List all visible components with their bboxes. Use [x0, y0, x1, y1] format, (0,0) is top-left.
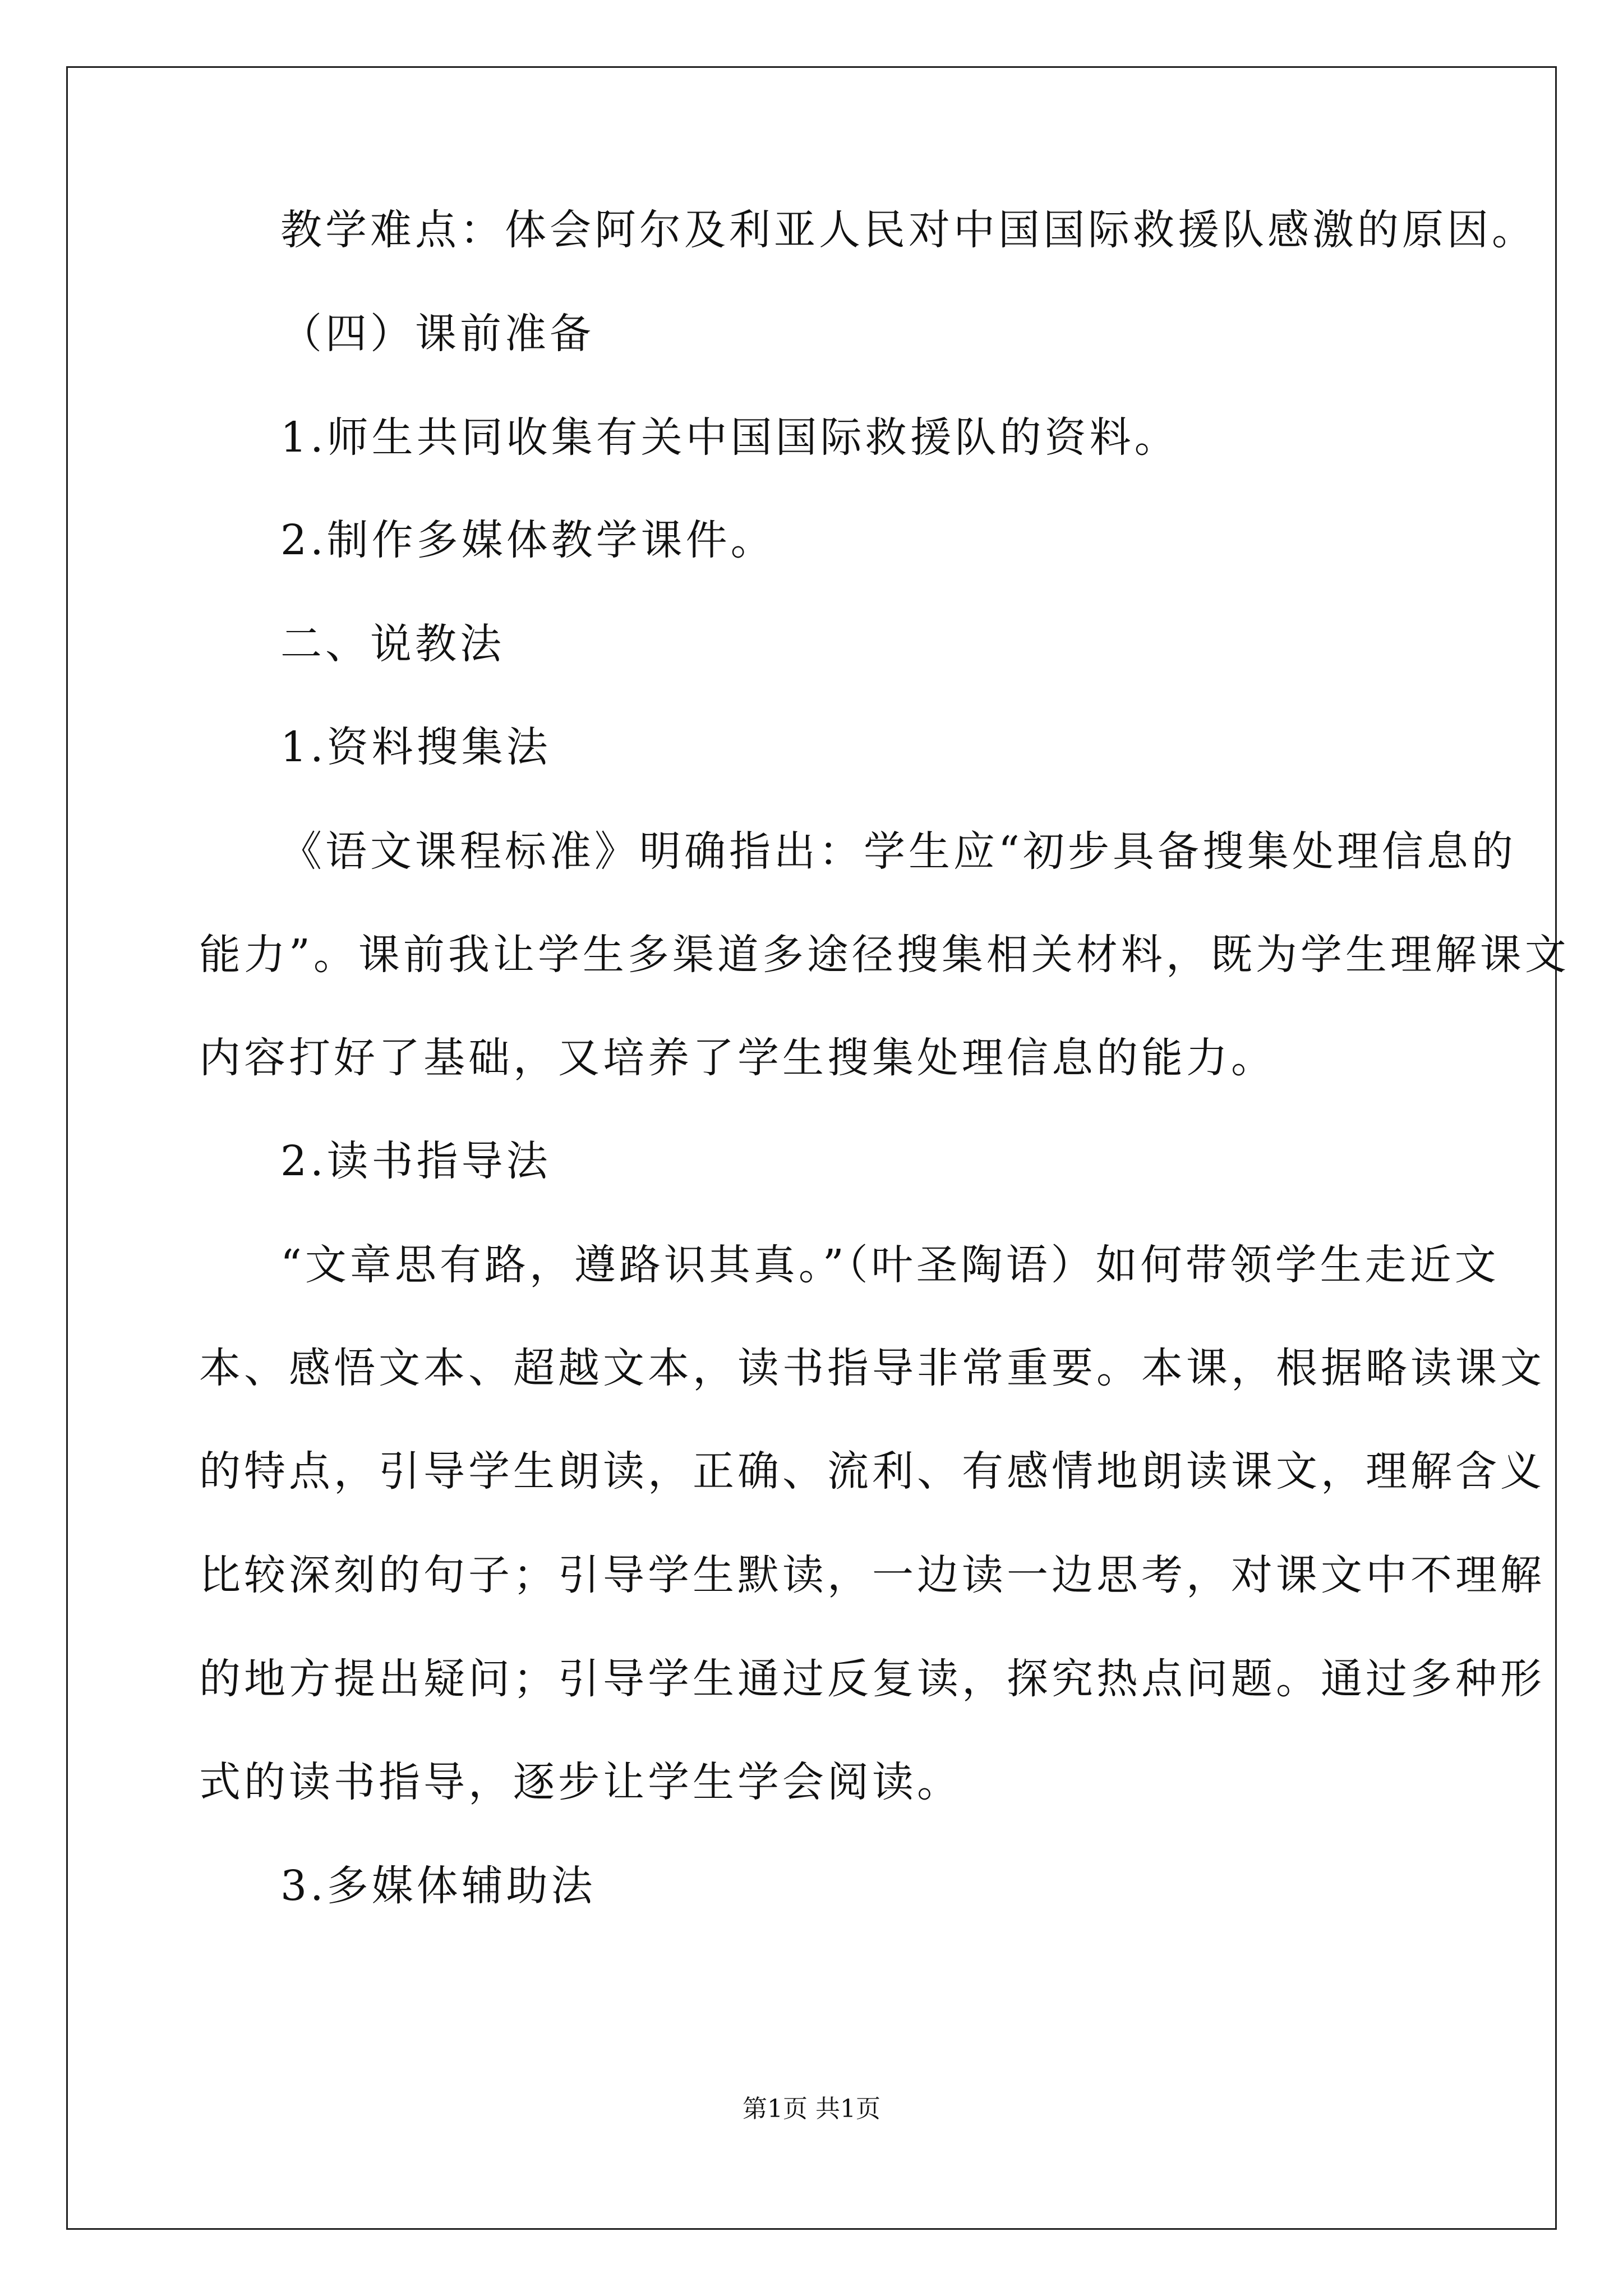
text-line: 教学难点：体会阿尔及利亚人民对中国国际救援队感激的原因。: [280, 206, 1537, 254]
subsection-heading: 2.读书指导法: [280, 1137, 551, 1185]
text-line: 的特点，引导学生朗读，正确、流利、有感情地朗读课文，理解含义: [199, 1447, 1545, 1496]
text-line: 1.师生共同收集有关中国国际救援队的资料。: [280, 413, 1179, 462]
text-line: 2.制作多媒体教学课件。: [280, 516, 776, 564]
subsection-heading: 1.资料搜集法: [280, 723, 551, 771]
text-line: 式的读书指导，逐步让学生学会阅读。: [199, 1758, 962, 1806]
text-line: 的地方提出疑问；引导学生通过反复读，探究热点问题。通过多种形: [199, 1655, 1545, 1703]
subsection-heading: 3.多媒体辅助法: [280, 1862, 596, 1910]
section-heading: 二、说教法: [280, 620, 505, 668]
text-line: “文章思有路，遵路识其真。”（叶圣陶语）如何带领学生走近文: [280, 1241, 1500, 1289]
section-heading: （四）课前准备: [280, 310, 594, 358]
page-footer: 第1页 共1页: [743, 2095, 880, 2123]
text-line: 内容打好了基础，又培养了学生搜集处理信息的能力。: [199, 1034, 1276, 1082]
text-line: 《语文课程标准》明确指出：学生应“初步具备搜集处理信息的: [280, 827, 1516, 876]
text-line: 比较深刻的句子；引导学生默读，一边读一边思考，对课文中不理解: [199, 1551, 1545, 1599]
text-line: 本、感悟文本、超越文本，读书指导非常重要。本课，根据略读课文: [199, 1344, 1545, 1392]
text-line: 能力”。课前我让学生多渠道多途径搜集相关材料，既为学生理解课文: [199, 931, 1570, 979]
